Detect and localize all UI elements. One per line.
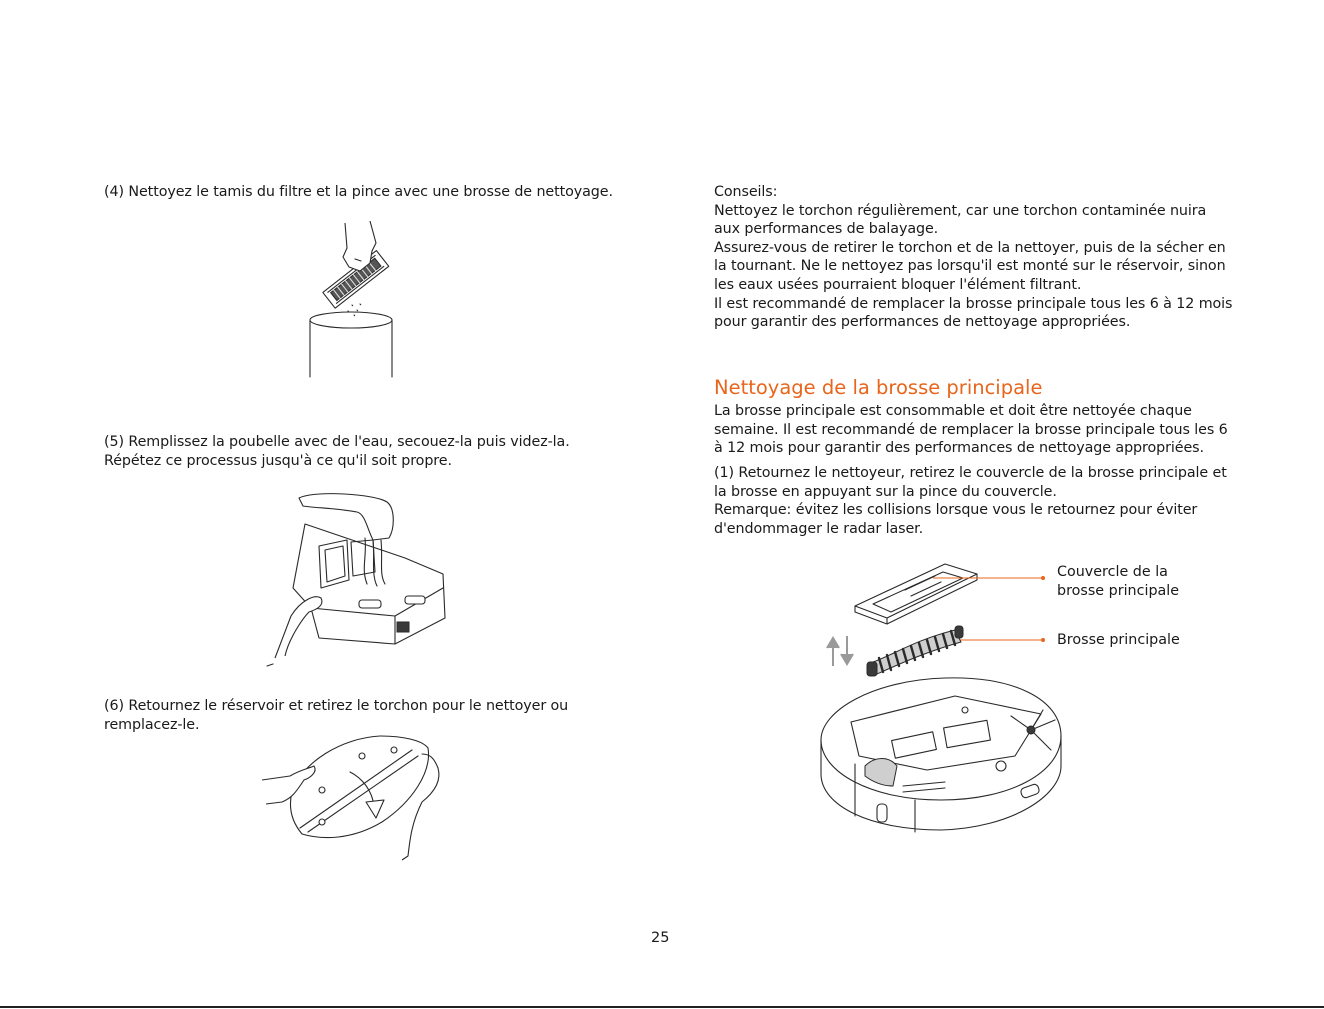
step-4-text bbox=[104, 183, 613, 202]
tips-text bbox=[714, 183, 1232, 332]
text-line: La brosse principale est consommable et doit être nettoyée chaque bbox=[714, 403, 1192, 419]
text-line: Remarque: évitez les collisions lorsque vous le retournez pour éviter bbox=[714, 502, 1198, 519]
callout-brush-cover bbox=[1057, 563, 1179, 600]
text-line: la brosse en appuyant sur la pince du couvercle. bbox=[714, 483, 1057, 500]
text-line: à 12 mois pour garantir des performances de nettoyage appropriées. bbox=[714, 440, 1204, 457]
text-line: Assurez-vous de retirer le torchon et de la nettoyer, puis de la sécher en bbox=[714, 239, 1226, 256]
filter-cleaning-illustration bbox=[300, 215, 410, 380]
tips-title: Conseils: bbox=[714, 184, 778, 200]
tank-flip-illustration bbox=[262, 732, 444, 860]
step-6-text bbox=[104, 697, 568, 734]
text-line: Répétez ce processus jusqu'à ce qu'il soit propre. bbox=[104, 452, 452, 469]
text-line: (5) Remplissez la poubelle avec de l'eau, secouez-la puis videz-la. bbox=[104, 434, 570, 450]
main-brush-illustration bbox=[815, 560, 1065, 840]
text-line: semaine. Il est recommandé de remplacer la brosse principale tous les 6 bbox=[714, 421, 1228, 438]
text-line: (6) Retournez le réservoir et retirez le torchon pour le nettoyer ou bbox=[104, 698, 569, 714]
step-1-text bbox=[714, 464, 1227, 538]
step-5-text bbox=[104, 433, 570, 470]
text-line: (1) Retournez le nettoyeur, retirez le couvercle de la brosse principale et bbox=[714, 465, 1227, 481]
text-line: (4) Nettoyez le tamis du filtre et la pince avec une brosse de nettoyage. bbox=[104, 184, 613, 200]
bin-rinsing-illustration bbox=[255, 488, 450, 666]
callout-line: brosse principale bbox=[1057, 582, 1180, 599]
page-number: 25 bbox=[651, 930, 670, 946]
up-down-arrows-icon bbox=[827, 636, 853, 666]
text-line: d'endommager le radar laser. bbox=[714, 520, 924, 537]
text-line: Il est recommandé de remplacer la brosse principale tous les 6 à 12 mois bbox=[714, 295, 1233, 312]
intro-text bbox=[714, 402, 1228, 458]
text-line: Nettoyez le torchon régulièrement, car une torchon contaminée nuira bbox=[714, 202, 1207, 219]
callout-line: Brosse principale bbox=[1057, 632, 1180, 648]
text-line: remplacez-le. bbox=[104, 716, 200, 733]
callout-line: Couvercle de la bbox=[1057, 564, 1168, 580]
text-line: les eaux usées pourraient bloquer l'élément filtrant. bbox=[714, 276, 1082, 293]
bottom-rule bbox=[0, 1006, 1324, 1008]
text-line: aux performances de balayage. bbox=[714, 221, 939, 238]
section-heading: Nettoyage de la brosse principale bbox=[714, 376, 1043, 399]
text-line: la tournant. Ne le nettoyez pas lorsqu'il est monté sur le réservoir, sinon bbox=[714, 258, 1226, 275]
callout-main-brush bbox=[1057, 631, 1180, 650]
text-line: pour garantir des performances de nettoyage appropriées. bbox=[714, 314, 1131, 331]
